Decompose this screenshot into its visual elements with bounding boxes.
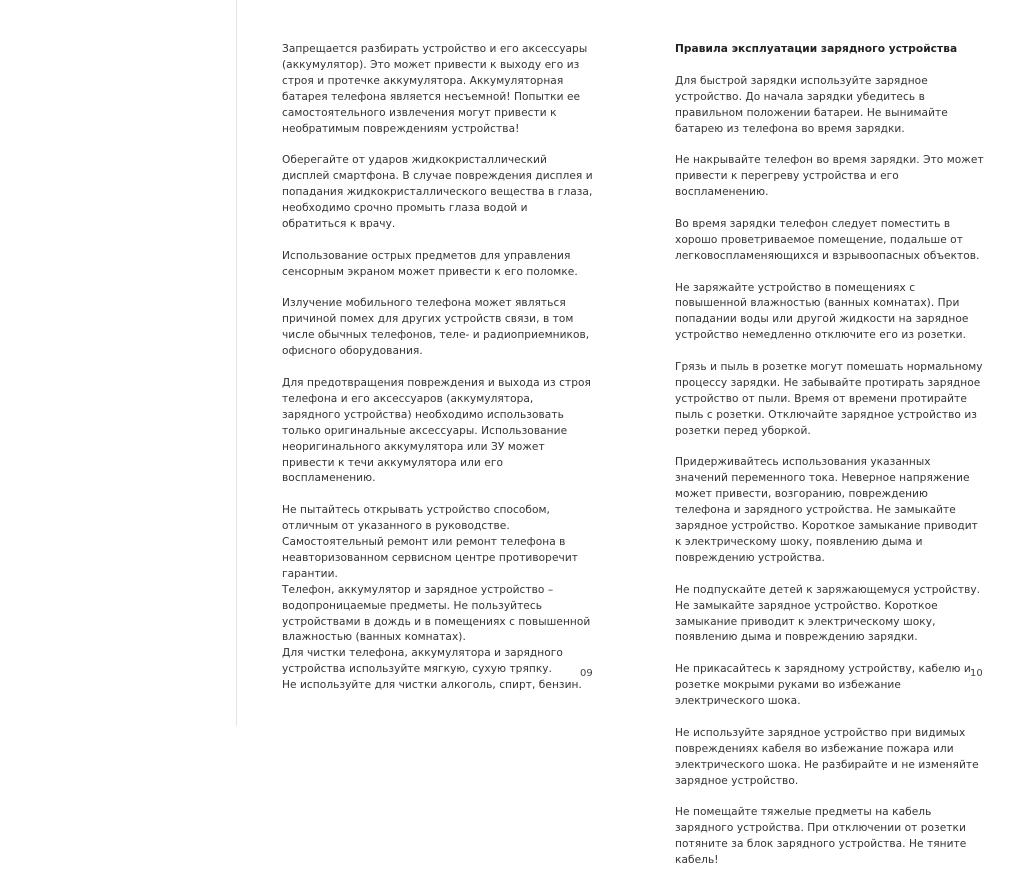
paragraph-wet-hands: Не прикасайтесь к зарядному устройству, кабелю и розетке мокрыми руками во избежание электрического шока.: [675, 663, 971, 708]
paragraph-ventilated-room: Во время зарядки телефон следует поместить в хорошо проветриваемое помещение, подальше от легковоспламеняющихся и взрывоопасных объектов.: [675, 217, 980, 262]
left-text-column: [282, 42, 594, 694]
paragraph-dust-in-socket: Грязь и пыль в розетке могут помешать нормальному процессу зарядки. Не забывайте протирать зарядное устройство от пыли. Время от времени протирайте пыль с розетки. Отключайте зарядное устройство из розетки перед уборкой.: [675, 361, 983, 437]
paragraph-disassembly-warning: Запрещается разбирать устройство и его аксессуары (аккумулятор). Это может привести к выходу его из строя и протечке аккумулятора. Аккумуляторная батарея телефона является несъемной! Попытки ее самостоятельного извлечения могут привести к необратимым повреждениям устройства!: [282, 43, 588, 135]
paragraph-heavy-objects: Не помещайте тяжелые предметы на кабель зарядного устройства. При отключении от розетки потяните за блок зарядного устройства. Не тяните кабель!: [675, 806, 967, 867]
paragraph-humidity: Не заряжайте устройство в помещениях с повышенной влажностью (ванных комнатах). При попадании воды или другой жидкости на зарядное устройство немедленно отключите его из розетки.: [675, 281, 969, 342]
paragraph-sharp-objects: Использование острых предметов для управления сенсорным экраном может привести к его поломке.: [282, 249, 578, 278]
page-number-09: 09: [580, 668, 593, 679]
paragraph-cleaning-solvents: Не используйте для чистки алкоголь, спирт, бензин.: [282, 679, 582, 692]
paragraph-fast-charging: Для быстрой зарядки используйте зарядное устройство. До начала зарядки убедитесь в правильном положении батареи. Не вынимайте батарею из телефона во время зарядки.: [675, 74, 948, 135]
page-10: [632, 0, 1028, 867]
paragraph-opening-device: Не пытайтесь открывать устройство способом, отличным от указанного в руководстве. Самостоятельный ремонт или ремонт телефона в неавторизованном сервисном центре противоречит гарантии.: [282, 504, 578, 580]
page-09: [236, 0, 632, 726]
paragraph-ac-voltage: Придерживайтесь использования указанных значений переменного тока. Неверное напряжение может привести, возгоранию, повреждению телефона и зарядного устройства. Не замыкайте зарядное устройство. Короткое замыкание приводит к электрическому шоку, появлению дыма и повреждению устройства.: [675, 456, 978, 564]
paragraph-display-protection: Оберегайте от ударов жидкокристаллический дисплей смартфона. В случае повреждения дисплея и попадания жидкокристаллического вещества в глаза, необходимо срочно промыть глаза водой и обратиться к врачу.: [282, 154, 593, 230]
final-safety-block: [282, 503, 594, 694]
right-text-column: [675, 42, 985, 885]
paragraph-radio-interference: Излучение мобильного телефона может являться причиной помех для других устройств связи, в том числе обычных телефонов, теле- и радиоприемников, офисного оборудования.: [282, 297, 590, 358]
paragraph-original-accessories: Для предотвращения повреждения и выхода из строя телефона и его аксессуаров (аккумулятора, зарядного устройства) необходимо использовать только оригинальные аксессуары. Использование неоригинального аккумулятора или ЗУ может привести к течи аккумулятора или его воспламенению.: [282, 376, 591, 485]
paragraph-do-not-cover: Не накрывайте телефон во время зарядки. Это может привести к перегреву устройства и его воспламенению.: [675, 154, 984, 199]
section-heading-charger-rules: Правила эксплуатации зарядного устройства: [675, 43, 958, 55]
paragraph-children: Не подпускайте детей к заряжающемуся устройству. Не замыкайте зарядное устройство. Короткое замыкание приводит к электрическому шоку, появлению дыма и повреждению зарядки.: [675, 583, 981, 644]
paragraph-damaged-cable: Не используйте зарядное устройство при видимых повреждениях кабеля во избежание пожара или электрического шока. Не разбирайте и не изменяйте зарядное устройство.: [675, 726, 979, 787]
page-number-10: 10: [970, 668, 983, 679]
paragraph-cleaning-cloth: Для чистки телефона, аккумулятора и зарядного устройства используйте мягкую, сухую тряпку.: [282, 647, 563, 676]
paragraph-water-exposure: Телефон, аккумулятор и зарядное устройство – водопроницаемые предметы. Не пользуйтесь устройствами в дождь и в помещениях с повышенной влажностью (ванных комнатах).: [282, 583, 591, 644]
